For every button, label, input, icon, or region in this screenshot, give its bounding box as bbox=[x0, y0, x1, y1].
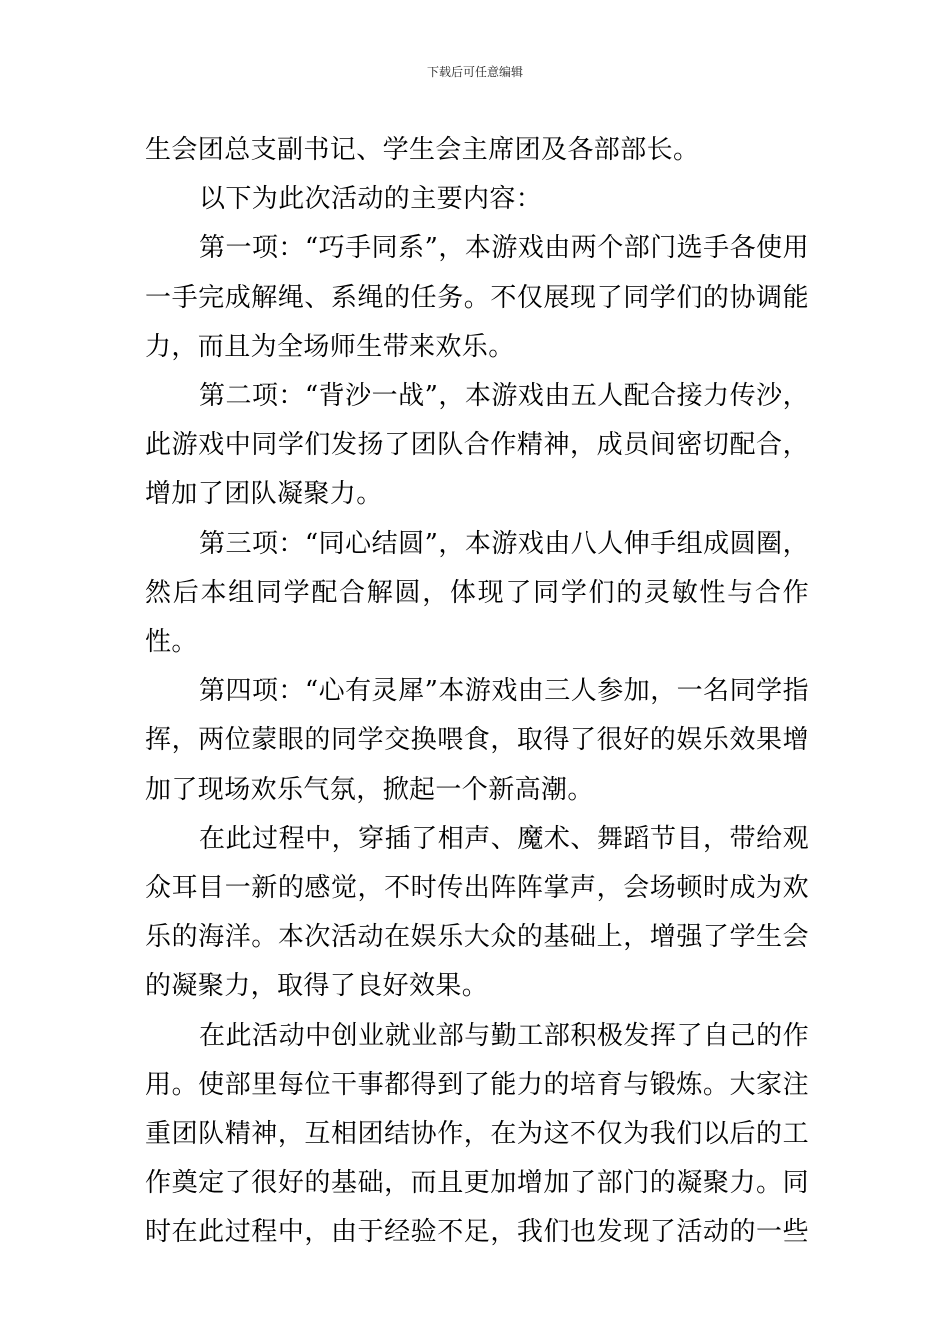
paragraph: 第一项：“巧手同系”，本游戏由两个部门选手各使用一手完成解绳、系绳的任务。不仅展现了同学们的协调能力，而且为全场师生带来欢乐。 bbox=[145, 233, 809, 362]
paragraph: 生会团总支副书记、学生会主席团及各部部长。 bbox=[145, 135, 700, 165]
paragraph: 第四项：“心有灵犀”本游戏由三人参加，一名同学指挥，两位蒙眼的同学交换喂食，取得了很好的娱乐效果增加了现场欢乐气氛，掀起一个新高潮。 bbox=[145, 676, 809, 805]
page-header: 下载后可任意编辑 bbox=[426, 65, 523, 79]
paragraph: 在此过程中，穿插了相声、魔术、舞蹈节目，带给观众耳目一新的感觉，不时传出阵阵掌声，会场顿时成为欢乐的海洋。本次活动在娱乐大众的基础上，增强了学生会的凝聚力，取得了良好效果。 bbox=[145, 823, 809, 1002]
paragraph: 以下为此次活动的主要内容： bbox=[199, 184, 543, 215]
document-body bbox=[145, 126, 809, 1258]
paragraph: 第三项：“同心结圆”，本游戏由八人伸手组成圆圈，然后本组同学配合解圆，体现了同学们的灵敏性与合作性。 bbox=[145, 528, 809, 658]
paragraph: 在此活动中创业就业部与勤工部积极发挥了自己的作用。使部里每位干事都得到了能力的培育与锻炼。大家注重团队精神，互相团结协作，在为这不仅为我们以后的工作奠定了很好的基础，而且更加增加了部门的凝聚力。同时在此过程中，由于经验不足，我们也发现了活动的一些 bbox=[145, 1020, 809, 1248]
paragraph: 第二项：“背沙一战”，本游戏由五人配合接力传沙，此游戏中同学们发扬了团队合作精神，成员间密切配合，增加了团队凝聚力。 bbox=[145, 381, 809, 510]
